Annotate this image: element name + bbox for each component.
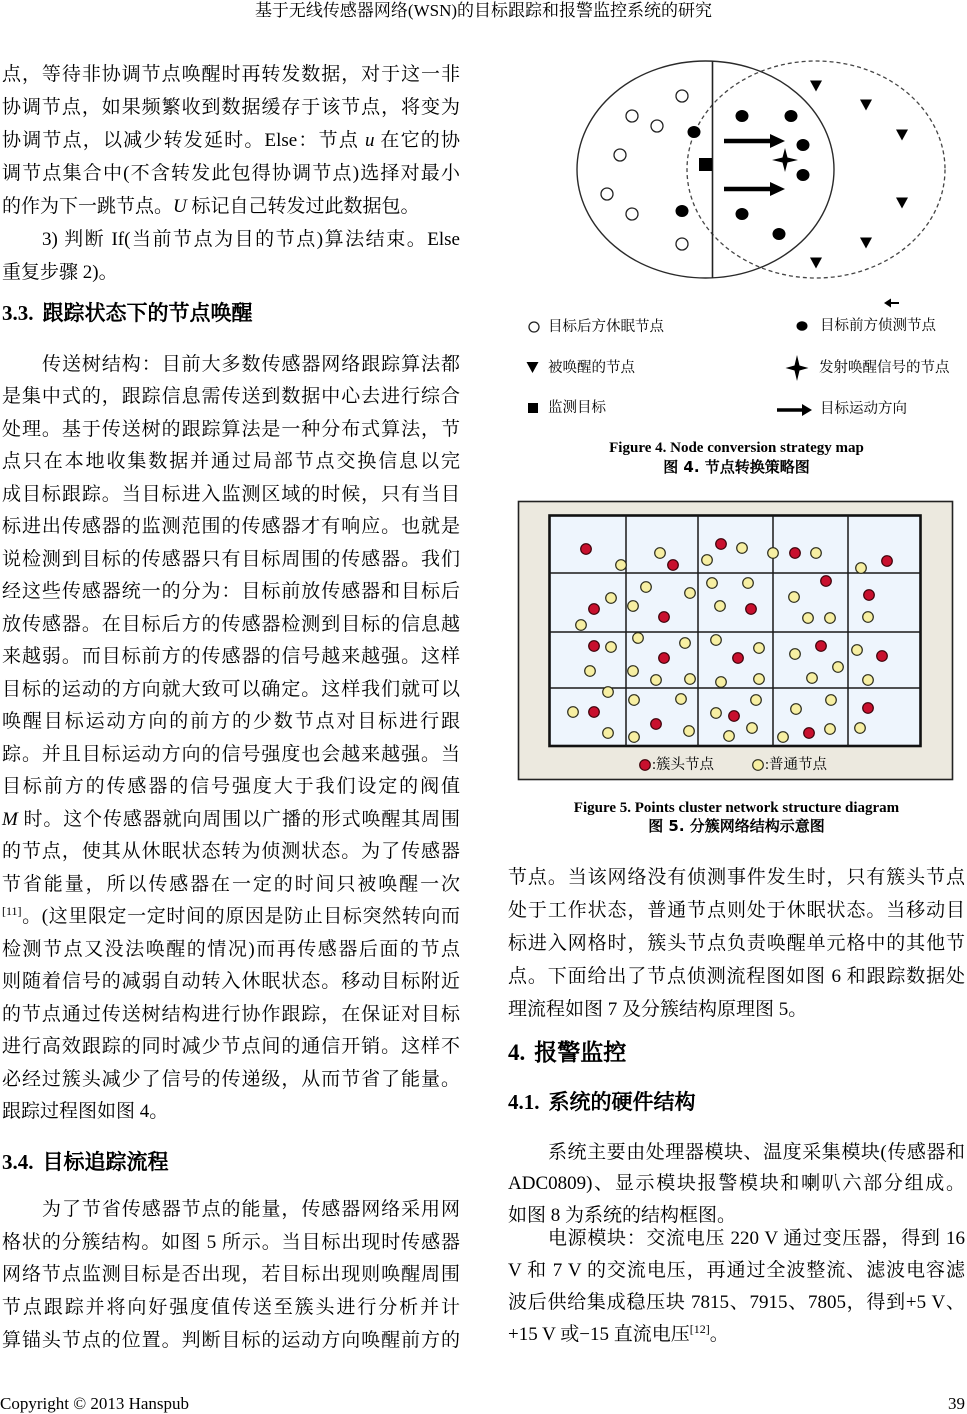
text-line [2, 124, 460, 157]
section-title: 目标追踪流程 [42, 1150, 169, 1174]
sleeping-node [676, 90, 688, 102]
text-segment: 时。这个传感器就向周围以广播的形式唤醒其周围 [17, 808, 460, 830]
text-line: 的节点，使其从休眠状态转为侦测状态。为了传感器 [2, 841, 460, 862]
legend-label-target: 监测目标 [548, 400, 606, 416]
awakened-node [896, 198, 908, 209]
normal-node [754, 674, 765, 685]
text-segment: 。(这里限定一定时间的原因是防止目标突然转向而 [21, 906, 460, 927]
cluster-head-node [716, 539, 727, 550]
normal-node [585, 666, 596, 677]
text-line: 为了节省传感器节点的能量，传感器网络采用网 [42, 1199, 460, 1220]
figure-5-caption-zh: 图 5. 分簇网络结构示意图 [648, 817, 825, 835]
normal-node [603, 728, 614, 739]
legend-label-direction: 目标运动方向 [820, 401, 907, 417]
text-line: 成目标跟踪。当目标进入监测区域的时候，只有当目 [2, 483, 460, 505]
normal-node [606, 642, 617, 653]
text-line: 网络节点监测目标是否出现，若目标出现则唤醒周围 [2, 1264, 460, 1286]
cluster-head-node [821, 576, 832, 587]
normal-node [863, 675, 874, 686]
cluster-head-node [589, 641, 600, 652]
normal-node [707, 578, 718, 589]
normal-node [751, 695, 762, 706]
figure-4-caption-zh: 图 4. 节点转换策略图 [663, 458, 810, 476]
running-title: 基于无线传感器网络(WSN)的目标跟踪和报警监控系统的研究 [254, 1, 713, 20]
normal-node [789, 592, 800, 603]
right-arrow-icon [777, 404, 812, 416]
text-line: 放传感器。在目标后方的传感器检测到目标的信息越 [2, 613, 460, 635]
text-line: 电源模块：交流电压 220 V 通过变压器，得到 16 [548, 1227, 965, 1249]
text-segment: 协调节点，以减少转发延时。Else：节点 [2, 130, 365, 151]
normal-node [655, 548, 666, 559]
figure-5-cluster-network-diagram [510, 495, 967, 787]
cluster-head-node [882, 556, 893, 567]
text-line: 目标的运动的方向就大致可以确定。这样我们就可以 [2, 678, 460, 700]
motion-direction-arrow [724, 182, 785, 196]
normal-node [629, 695, 640, 706]
text-line: ADC0809)、显示模块报警模块和喇叭六部分组成。 [508, 1173, 965, 1195]
legend-label-detecting-node: 目标前方侦测节点 [820, 318, 936, 334]
normal-node [826, 695, 837, 706]
variable-U: U [173, 196, 187, 217]
figure-5-caption-en: Figure 5. Points cluster network structure diagram [573, 800, 900, 816]
awakened-node [810, 258, 822, 269]
text-line: V 和 7 V 的交流电压，再通过全波整流、滤波电容滤 [508, 1259, 965, 1281]
text-line: 踪。并且目标运动方向的信号强度也会越来越强。当 [2, 743, 460, 765]
normal-node [803, 613, 814, 624]
sleeping-node [651, 120, 663, 132]
normal-node [685, 674, 696, 685]
awakened-node [860, 238, 872, 249]
cluster-head-node [864, 590, 875, 601]
normal-node [684, 726, 695, 737]
detecting-node [688, 126, 701, 138]
detecting-node [736, 110, 749, 122]
text-line: 处理。基于传送树的跟踪算法是一种分布式算法，节 [2, 418, 460, 440]
sleeping-node [601, 188, 613, 200]
variable-u: u [364, 130, 375, 151]
section-heading-4-1 [508, 1086, 965, 1118]
normal-node [855, 723, 866, 734]
text-line: 系统主要由处理器模块、温度采集模块(传感器和 [548, 1141, 965, 1163]
cluster-head-node [589, 707, 600, 718]
text-line [2, 190, 460, 223]
variable-M: M [2, 808, 18, 830]
paragraph-nodes [508, 861, 965, 1026]
section-number: 3.3. [2, 301, 34, 325]
small-arrow-mark [884, 299, 899, 308]
text-line: 唤醒目标运动方向的前方的少数节点对目标进行跟 [2, 711, 460, 732]
section-title: 跟踪状态下的节点唤醒 [42, 301, 253, 325]
text-segment: +15 V 或−15 直流电压 [508, 1323, 690, 1345]
monitored-target [699, 158, 712, 171]
text-line: 检测节点又没法唤醒的情况)而再传感器后面的节点 [2, 938, 460, 960]
legend-label-normal-node: :普通节点 [765, 757, 828, 773]
sleeping-node [626, 110, 638, 122]
normal-node [754, 643, 765, 654]
text-line: 节省能量，所以传感器在一定的时间只被唤醒一次 [2, 873, 460, 895]
normal-node [603, 687, 614, 698]
text-line: 波后供给集成稳压块 7815、7915、7805，得到+5 V、 [508, 1291, 965, 1313]
text-line: 调节点集合中(不含转发此包得协调节点)选择对最小 [2, 163, 460, 184]
section-heading-4 [508, 1037, 965, 1069]
text-segment: 标记自己转发过此数据包。 [186, 196, 420, 217]
normal-node [651, 675, 662, 686]
detecting-node [785, 110, 798, 122]
paragraph-tracking-flow [2, 1194, 460, 1358]
text-line [2, 804, 460, 837]
text-line: 经这些传感器统一的分为：目标前放传感器和目标后 [2, 581, 460, 602]
normal-node [680, 638, 691, 649]
text-line [508, 1319, 965, 1351]
detecting-node [736, 208, 749, 220]
text-line: 标进入网格时，簇头节点负责唤醒单元格中的其他节 [508, 932, 965, 954]
awakened-node [896, 130, 908, 141]
text-line: 点。下面给出了节点侦测流程图如图 6 和跟踪数据处 [508, 965, 965, 987]
section-number: 3.4. [2, 1150, 34, 1174]
awakened-node [810, 81, 822, 92]
normal-node [685, 588, 696, 599]
text-segment: 的作为下一跳节点。 [2, 196, 174, 217]
section-title: 系统的硬件结构 [548, 1090, 696, 1114]
text-line: 点，等待非协调节点唤醒时再转发数据，对于这一非 [2, 64, 460, 85]
text-segment: 在它的协 [374, 130, 460, 151]
text-line: 如图 8 为系统的结构框图。 [508, 1204, 737, 1226]
signal-emitting-node [772, 148, 798, 172]
red-dot-icon [640, 760, 651, 771]
normal-node [628, 666, 639, 677]
section-title: 报警监控 [534, 1040, 627, 1066]
text-line: 必经过簇头减少了信号的传递级，从而节省了能量。 [2, 1068, 460, 1090]
normal-node [724, 731, 735, 742]
cluster-head-node [863, 703, 874, 714]
text-segment: 。 [709, 1323, 729, 1345]
text-line: 点只在本地收集数据并通过局部节点交换信息以完 [2, 451, 460, 472]
text-line: 是集中式的，跟踪信息需传送到数据中心去进行综合 [2, 386, 460, 407]
text-line: 的节点通过传送树结构进行协作跟踪，在保证对目标 [2, 1003, 460, 1025]
normal-node [676, 694, 687, 705]
normal-node [716, 677, 727, 688]
cluster-head-node [581, 544, 592, 555]
legend-label-cluster-head: :簇头节点 [652, 757, 715, 773]
text-line: 算锚头节点的位置。判断目标的运动方向唤醒前方的 [2, 1329, 460, 1351]
cluster-head-node [816, 641, 827, 652]
text-line: 来越弱。而目标前方的传感器的信号越来越强。这样 [2, 646, 460, 667]
paragraph-power [508, 1223, 965, 1351]
normal-node [606, 593, 617, 604]
cluster-head-node [733, 653, 744, 664]
detecting-node [797, 139, 810, 151]
normal-node [833, 662, 844, 673]
normal-node [807, 673, 818, 684]
paragraph-system [508, 1137, 965, 1232]
paragraph-transfer-tree [2, 349, 460, 1129]
cluster-head-node [804, 728, 815, 739]
cluster-head-node [790, 548, 801, 559]
text-line: 格状的分簇结构。如图 5 所示。当目标出现时传感器 [2, 1231, 460, 1253]
normal-node [790, 649, 801, 660]
cluster-head-node [668, 560, 679, 571]
normal-node [633, 633, 644, 644]
cluster-head-node [877, 651, 888, 662]
detecting-node [797, 169, 810, 181]
text-line: 理流程如图 7 及分簇结构原理图 5。 [508, 998, 808, 1020]
predicted-sensing-region [687, 61, 945, 278]
text-line: 传送树结构：目前大多数传感器网络跟踪算法都 [42, 353, 460, 375]
normal-node [856, 563, 867, 574]
section-heading-3-4 [2, 1146, 460, 1178]
normal-node [811, 548, 822, 559]
cluster-head-node [729, 711, 740, 722]
normal-node [778, 732, 789, 743]
hollow-circle-icon [529, 322, 539, 332]
down-triangle-icon [527, 362, 539, 373]
normal-node [576, 620, 587, 631]
legend-label-awakened-node: 被唤醒的节点 [548, 360, 635, 376]
awakened-node [860, 100, 872, 111]
citation-11: [11] [2, 904, 22, 918]
cluster-head-node [589, 604, 600, 615]
normal-node [825, 613, 836, 624]
sleeping-node [614, 149, 626, 161]
normal-node [737, 543, 748, 554]
normal-node [702, 555, 713, 566]
normal-node [641, 582, 652, 593]
normal-node [616, 560, 627, 571]
step-3-line: 3) 判断 If(当前节点为目的节点)算法结束。Else [42, 229, 460, 250]
yellow-dot-icon [753, 760, 764, 771]
citation-12: [12] [689, 1321, 710, 1336]
section-number: 4. [508, 1040, 526, 1065]
detecting-node [773, 228, 786, 240]
normal-node [629, 732, 640, 743]
figure-4-caption-en: Figure 4. Node conversion strategy map [609, 440, 864, 456]
section-heading-3-3 [2, 297, 460, 329]
cluster-head-node [746, 604, 757, 615]
sleeping-node [626, 208, 638, 220]
cluster-head-node [659, 653, 670, 664]
normal-node [768, 548, 779, 559]
normal-node [825, 724, 836, 735]
text-line: 协调节点，如果频繁收到数据缓存于该节点，将变为 [2, 97, 460, 118]
sleeping-node [676, 238, 688, 250]
text-line: 标进出传感器的监测范围的传感器才有响应。也就是 [2, 516, 460, 537]
normal-node [568, 707, 579, 718]
filled-circle-icon [797, 321, 808, 331]
four-point-star-icon [786, 355, 809, 381]
normal-node [743, 578, 754, 589]
paragraph-continued [2, 58, 460, 289]
text-line: 节点。当该网络没有侦测事件发生时，只有簇头节点 [508, 866, 965, 888]
copyright-notice: Copyright © 2013 Hanspub [0, 1394, 190, 1413]
text-line: 目标前方的传感器的信号强度大于我们设定的阀值 [2, 776, 460, 797]
text-line: 节点跟踪并将向好强度值传送至簇头进行分析并计 [2, 1297, 460, 1319]
text-line: 说检测到目标的传感器只有目标周围的传感器。我们 [2, 548, 460, 570]
text-line: 进行高效跟踪的同时减少节点间的通信开销。这样不 [2, 1036, 460, 1057]
step-3-line: 重复步骤 2)。 [2, 262, 118, 283]
cluster-head-node [659, 612, 670, 623]
normal-node [791, 704, 802, 715]
normal-node [852, 645, 863, 656]
normal-node [863, 612, 874, 623]
text-line: 处于工作状态，普通节点则处于休眠状态。当移动目 [508, 899, 965, 921]
legend-label-sleeping-node: 目标后方休眠节点 [548, 319, 664, 335]
motion-direction-arrow [724, 134, 785, 148]
normal-node [628, 601, 639, 612]
normal-node [711, 635, 722, 646]
filled-square-icon [528, 403, 538, 413]
text-line: 跟踪过程图如图 4。 [2, 1101, 169, 1122]
text-line: 则随着信号的减弱自动转入休眠状态。移动目标附近 [2, 971, 460, 992]
cluster-head-node [651, 719, 662, 730]
detecting-node [676, 205, 689, 217]
normal-node [747, 723, 758, 734]
page-number: 39 [948, 1394, 965, 1413]
normal-node [711, 708, 722, 719]
text-line [2, 901, 460, 934]
legend-label-signal-node: 发射唤醒信号的节点 [819, 360, 950, 376]
normal-node [715, 601, 726, 612]
section-number: 4.1. [508, 1090, 540, 1114]
